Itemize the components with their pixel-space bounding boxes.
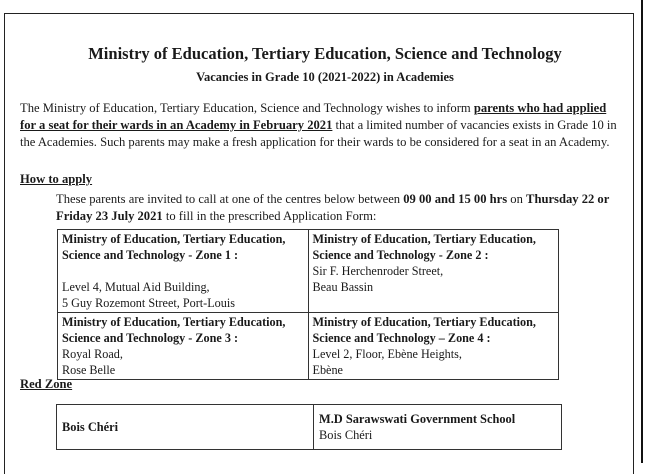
zone-1-cell [58, 230, 309, 313]
red-zone-heading: Red Zone [20, 377, 73, 391]
red-zone-table [56, 404, 562, 450]
red-zone-location: Bois Chéri [319, 428, 373, 442]
zone-4-address-line2: Ebène [312, 363, 343, 377]
invite-hours: 09 00 and 15 00 hrs [403, 192, 508, 206]
red-zone-school: M.D Sarawswati Government School [319, 412, 516, 426]
zones-table [57, 229, 559, 380]
zones-row [58, 313, 559, 380]
zone-1-name-line1: Ministry of Education, Tertiary Education, [62, 232, 286, 246]
invite-paragraph [56, 191, 616, 225]
intro-paragraph [20, 100, 618, 151]
zone-1-address-line2: 5 Guy Rozemont Street, Port-Louis [62, 296, 235, 310]
invite-text-3: to fill in the prescribed Application Form: [162, 209, 377, 223]
intro-highlight: parents who had applied for a seat for their wards in an Academy in February 2021 [20, 101, 607, 132]
red-zone-school-cell [314, 405, 562, 450]
document-title: Ministry of Education, Tertiary Education, Science and Technology [88, 44, 562, 63]
document-subtitle: Vacancies in Grade 10 (2021-2022) in Academies [196, 70, 454, 84]
zone-1-name-line2: Science and Technology - Zone 1 : [62, 248, 239, 262]
zone-3-address-line1: Royal Road, [62, 347, 123, 361]
zone-3-name-line2: Science and Technology - Zone 3 : [62, 331, 239, 345]
invite-text-1: These parents are invited to call at one of the centres below between [56, 192, 404, 206]
zone-3-address-line2: Rose Belle [62, 363, 116, 377]
invite-dates: Thursday 22 or Friday 23 July 2021 [56, 192, 610, 223]
intro-text-1: The Ministry of Education, Tertiary Education, Science and Technology wishes to inform [20, 101, 474, 115]
zone-2-name-line2: Science and Technology - Zone 2 : [312, 248, 489, 262]
zone-3-name-line1: Ministry of Education, Tertiary Education, [62, 315, 286, 329]
zones-row [58, 230, 559, 313]
intro-text-2: that a limited number of vacancies exists in Grade 10 in the Academies. Such parents may make a fresh application for their wards to be considered for a seat in an Academy. [20, 118, 617, 149]
zone-4-name-line1: Ministry of Education, Tertiary Education, [312, 315, 536, 329]
zone-2-address-line2: Beau Bassin [312, 280, 374, 294]
how-to-apply-heading: How to apply [20, 172, 93, 186]
zone-2-cell [308, 230, 559, 313]
zone-1-spacer [62, 263, 303, 279]
zone-2-name-line1: Ministry of Education, Tertiary Education, [312, 232, 536, 246]
zone-1-address-line1: Level 4, Mutual Aid Building, [62, 280, 210, 294]
zone-4-cell [308, 313, 559, 380]
zone-3-cell [58, 313, 309, 380]
invite-text-2: on [507, 192, 527, 206]
table-row [57, 405, 562, 450]
zone-2-address-line1: Sir F. Herchenroder Street, [312, 264, 444, 278]
red-zone-area: Bois Chéri [57, 405, 314, 450]
zone-4-address-line1: Level 2, Floor, Ebène Heights, [312, 347, 462, 361]
zone-4-name-line2: Science and Technology – Zone 4 : [312, 331, 491, 345]
